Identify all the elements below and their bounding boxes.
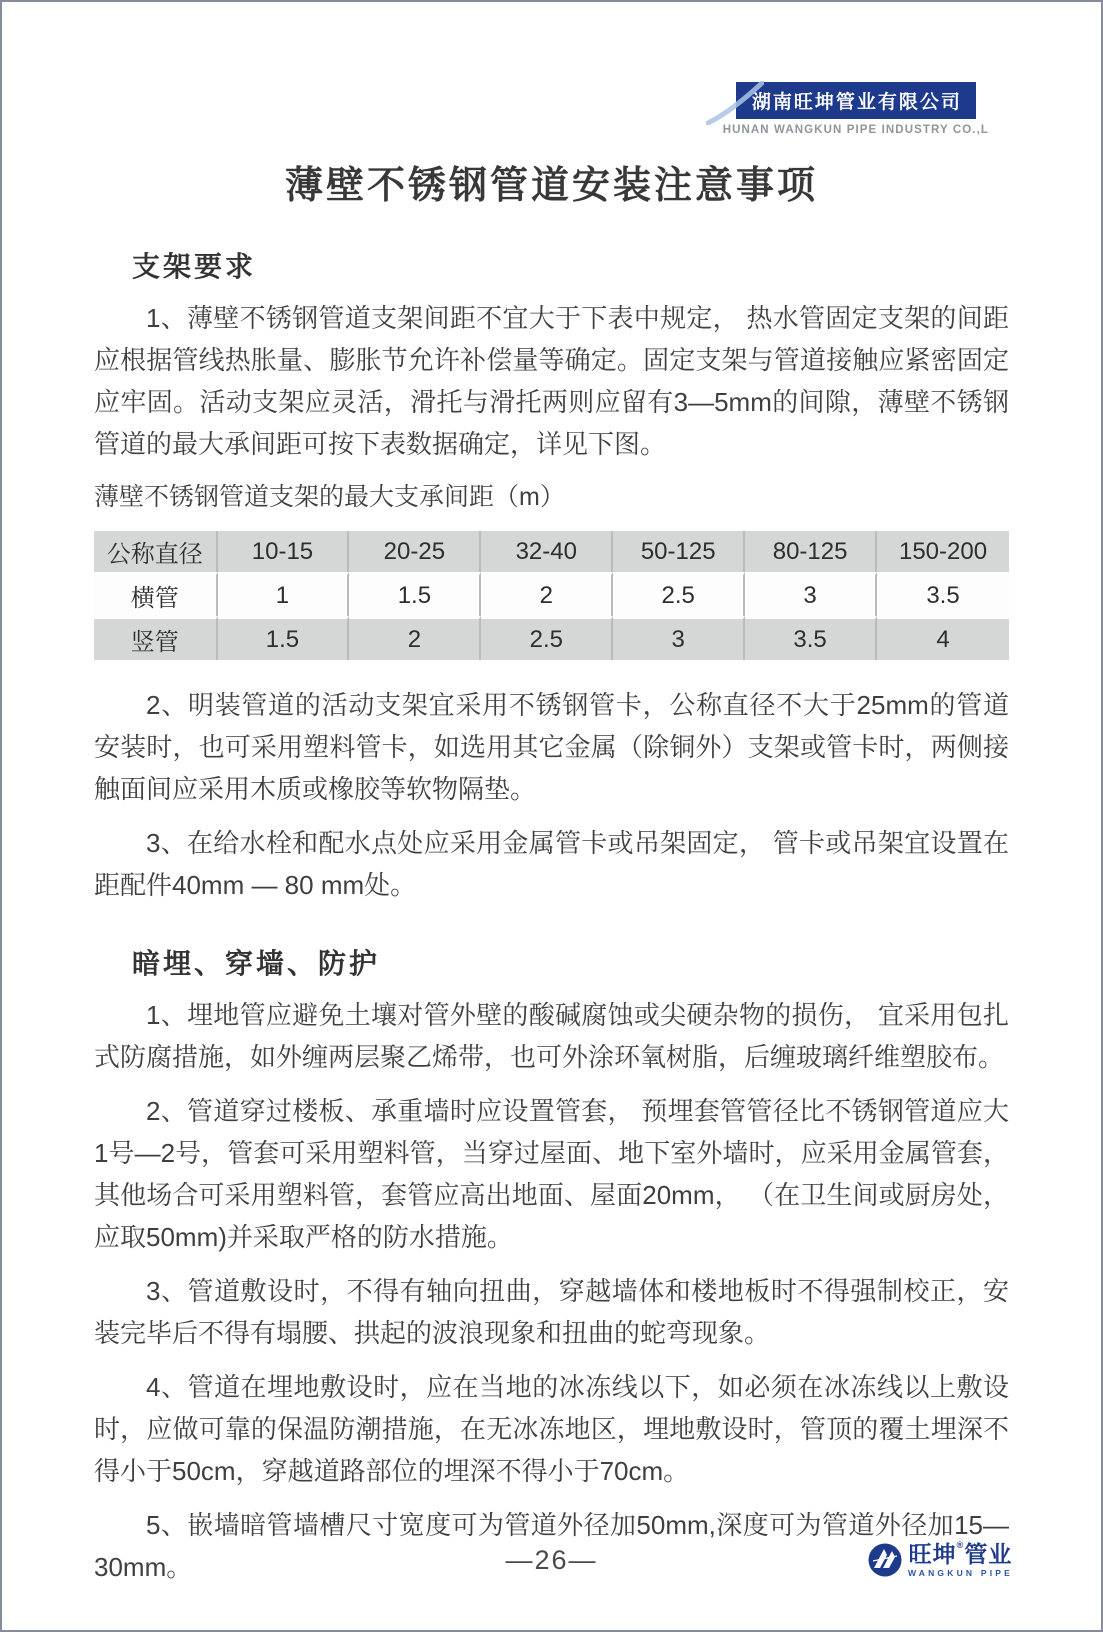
logo-name-en: WANGKUN PIPE (908, 1567, 1013, 1578)
table-header-cell: 20-25 (349, 531, 481, 572)
document-content (2, 245, 1101, 1588)
company-name-cn: 湖南旺坤管业有限公司 (751, 92, 962, 113)
company-banner (736, 82, 976, 119)
table-header-cell: 50-125 (613, 531, 745, 572)
table-header-cell: 公称直径 (94, 531, 218, 572)
table-cell: 2 (481, 572, 613, 616)
footer-logo (867, 1539, 1013, 1578)
table-header-row (94, 531, 1009, 572)
table-row (94, 572, 1009, 616)
row-label-cell: 竖管 (94, 616, 218, 660)
logo-texts (908, 1539, 1013, 1578)
row-label-cell: 横管 (94, 572, 218, 616)
table-cell: 1.5 (218, 616, 350, 660)
concealed-paragraph-4: 4、管道在埋地敷设时，应在当地的冰冻线以下，如必须在冰冻线以上敷设时，应做可靠的保温防潮措施，在无冰冻地区，埋地敷设时，管顶的覆土埋深不得小于50cm，穿越道路部位的埋深不得小于70cm。 (94, 1372, 1009, 1486)
page-number: —26— (505, 1545, 598, 1575)
table-header-cell: 10-15 (218, 531, 350, 572)
table-cell: 2.5 (481, 616, 613, 660)
wangkun-logo-icon (867, 1542, 903, 1578)
logo-name-cn: 旺坤®管业 (908, 1539, 1013, 1567)
table-header-cell: 32-40 (481, 531, 613, 572)
table-header-cell: 150-200 (877, 531, 1009, 572)
table-cell: 2 (349, 616, 481, 660)
table-cell: 3.5 (745, 616, 877, 660)
table-cell: 2.5 (613, 572, 745, 616)
table-cell: 1.5 (349, 572, 481, 616)
support-paragraph-3: 3、在给水栓和配水点处应采用金属管卡或吊架固定， 管卡或吊架宜设置在距配件40mm — 80 mm处。 (94, 828, 1009, 900)
table-cell: 1 (218, 572, 350, 616)
concealed-paragraph-5: 5、嵌墙暗管墙槽尺寸宽度可为管道外径加50mm,深度可为管道外径加15—30mm。 (94, 1510, 1009, 1582)
concealed-paragraph-1: 1、埋地管应避免土壤对管外壁的酸碱腐蚀或尖硬杂物的损伤， 宜采用包扎式防腐措施，如外缠两层聚乙烯带，也可外涂环氧树脂，后缠玻璃纤维塑胶布。 (94, 1000, 1009, 1072)
table-header-cell: 80-125 (745, 531, 877, 572)
concealed-paragraph-2: 2、管道穿过楼板、承重墙时应设置管套， 预埋套管管径比不锈钢管道应大1号—2号，管套可采用塑料管，当穿过屋面、地下室外墙时，应采用金属管套，其他场合可采用塑料管，套管应高出地面、屋面20mm， （在卫生间或厨房处，应取50mm)并采取严格的防水措施。 (94, 1096, 1009, 1252)
table-cell: 3 (613, 616, 745, 660)
company-name-en: HUNAN WANGKUN PIPE INDUSTRY CO.,L (722, 124, 989, 136)
table-cell: 3.5 (877, 572, 1009, 616)
table-cell: 3 (745, 572, 877, 616)
support-paragraph-2: 2、明装管道的活动支架宜采用不锈钢管卡，公称直径不大于25mm的管道安装时，也可采用塑料管卡，如选用其它金属（除铜外）支架或管卡时，两侧接触面间应采用木质或橡胶等软物隔垫。 (94, 690, 1009, 804)
concealed-paragraph-3: 3、管道敷设时，不得有轴向扭曲，穿越墙体和楼地板时不得强制校正，安装完毕后不得有塌腰、拱起的波浪现象和扭曲的蛇弯现象。 (94, 1276, 1009, 1348)
table-cell: 4 (877, 616, 1009, 660)
section-heading-support: 支架要求 (132, 251, 257, 282)
support-paragraph-1: 1、薄壁不锈钢管道支架间距不宜大于下表中规定， 热水管固定支架的间距应根据管线热胀量、膨胀节允许补偿量等确定。固定支架与管道接触应紧密固定应牢固。活动支架应灵活，滑托与滑托两则应留有3—5mm的间隙，薄壁不锈钢管道的最大承间距可按下表数据确定，详见下图。 (94, 303, 1009, 459)
header-brand (723, 82, 989, 136)
support-spacing-table (94, 531, 1009, 660)
section-heading-concealed: 暗埋、穿墙、防护 (132, 948, 381, 979)
table-caption: 薄壁不锈钢管道支架的最大支承间距（m） (94, 483, 565, 511)
page-title: 薄壁不锈钢管道安装注意事项 (284, 165, 818, 207)
table-row (94, 616, 1009, 660)
registered-mark: ® (956, 1539, 965, 1550)
